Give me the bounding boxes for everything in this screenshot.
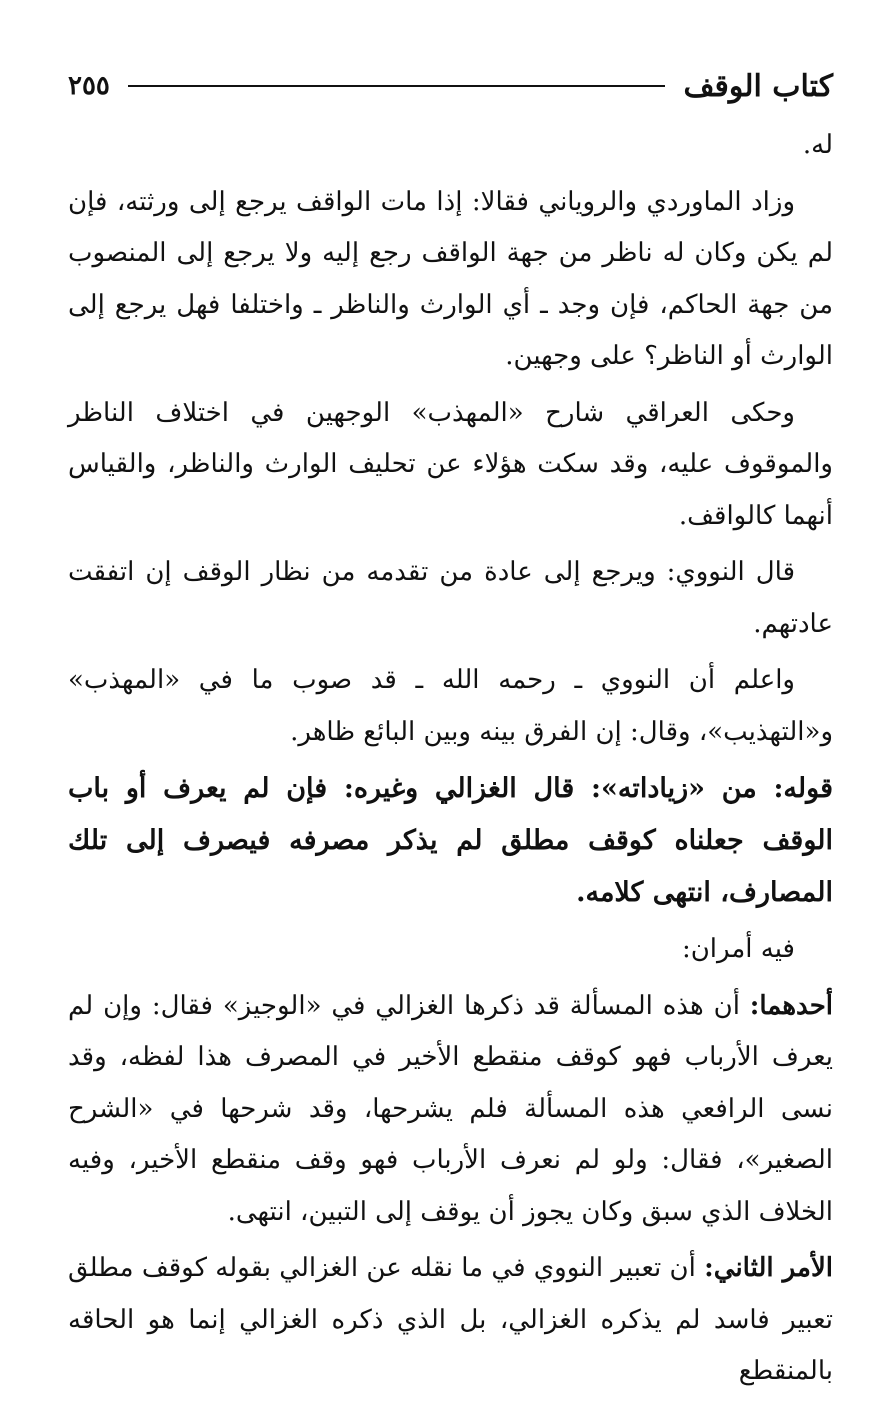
paragraph: وحكى العراقي شارح «المهذب» الوجهين في اختلاف الناظر والموقوف عليه، وقد سكت هؤلاء عن تحليف الوارث والناظر، والقياس أنهما كالواقف.: [68, 397, 833, 531]
paragraph: فيه أمران:: [681, 934, 795, 964]
paragraph-text: أن هذه المسألة قد ذكرها الغزالي في «الوجيز» فقال: وإن لم يعرف الأرباب فهو كوقف منقطع الأخير في المصرف هذا لفظه، وقد نسى الرافعي هذه المسألة فلم يشرحها، وقد شرحها في «الشرح الصغير»، فقال: ولو لم نعرف الأرباب فهو وقف منقطع الأخير، وفيه الخلاف الذي سبق وكان يجوز أن يوقف إلى التبين، انتهى.: [68, 990, 833, 1227]
paragraph: واعلم أن النووي ـ رحمه الله ـ قد صوب ما في «المهذب» و«التهذيب»، وقال: إن الفرق بينه وبين البائع ظاهر.: [68, 665, 833, 747]
paragraph-lead: أحدهما:: [749, 990, 833, 1021]
paragraph: له.: [802, 130, 833, 160]
page-body: [68, 120, 833, 1403]
header-rule: [128, 85, 666, 87]
paragraph: [68, 981, 833, 1239]
paragraph: قال النووي: ويرجع إلى عادة من تقدمه من نظار الوقف إن اتفقت عادتهم.: [68, 557, 833, 639]
paragraph-text: أن تعبير النووي في ما نقله عن الغزالي بقوله كوقف مطلق تعبير فاسد لم يذكره الغزالي، بل الذي ذكره الغزالي إنما هو الحاقه بالمنقطع: [68, 1253, 833, 1386]
quoted-statement: قوله: من «زياداته»: قال الغزالي وغيره: فإن لم يعرف أو باب الوقف جعلناه كوقف مطلق لم يذكر مصرفه فيصرف إلى تلك المصارف، انتهى كلامه.: [68, 773, 833, 908]
header-title: كتاب الوقف: [683, 68, 833, 104]
paragraph: [68, 1243, 833, 1398]
running-header: [68, 62, 833, 110]
paragraph-lead: الأمر الثاني:: [704, 1253, 833, 1283]
page-number: ٢٥٥: [68, 71, 110, 101]
paragraph: وزاد الماوردي والروياني فقالا: إذا مات الواقف يرجع إلى ورثته، فإن لم يكن وكان له ناظر من جهة الواقف رجع إليه ولا يرجع إلى المنصوب من جهة الحاكم، فإن وجد ـ أي الوارث والناظر ـ واختلفا فهل يرجع إلى الوارث أو الناظر؟ على وجهين.: [68, 186, 833, 371]
